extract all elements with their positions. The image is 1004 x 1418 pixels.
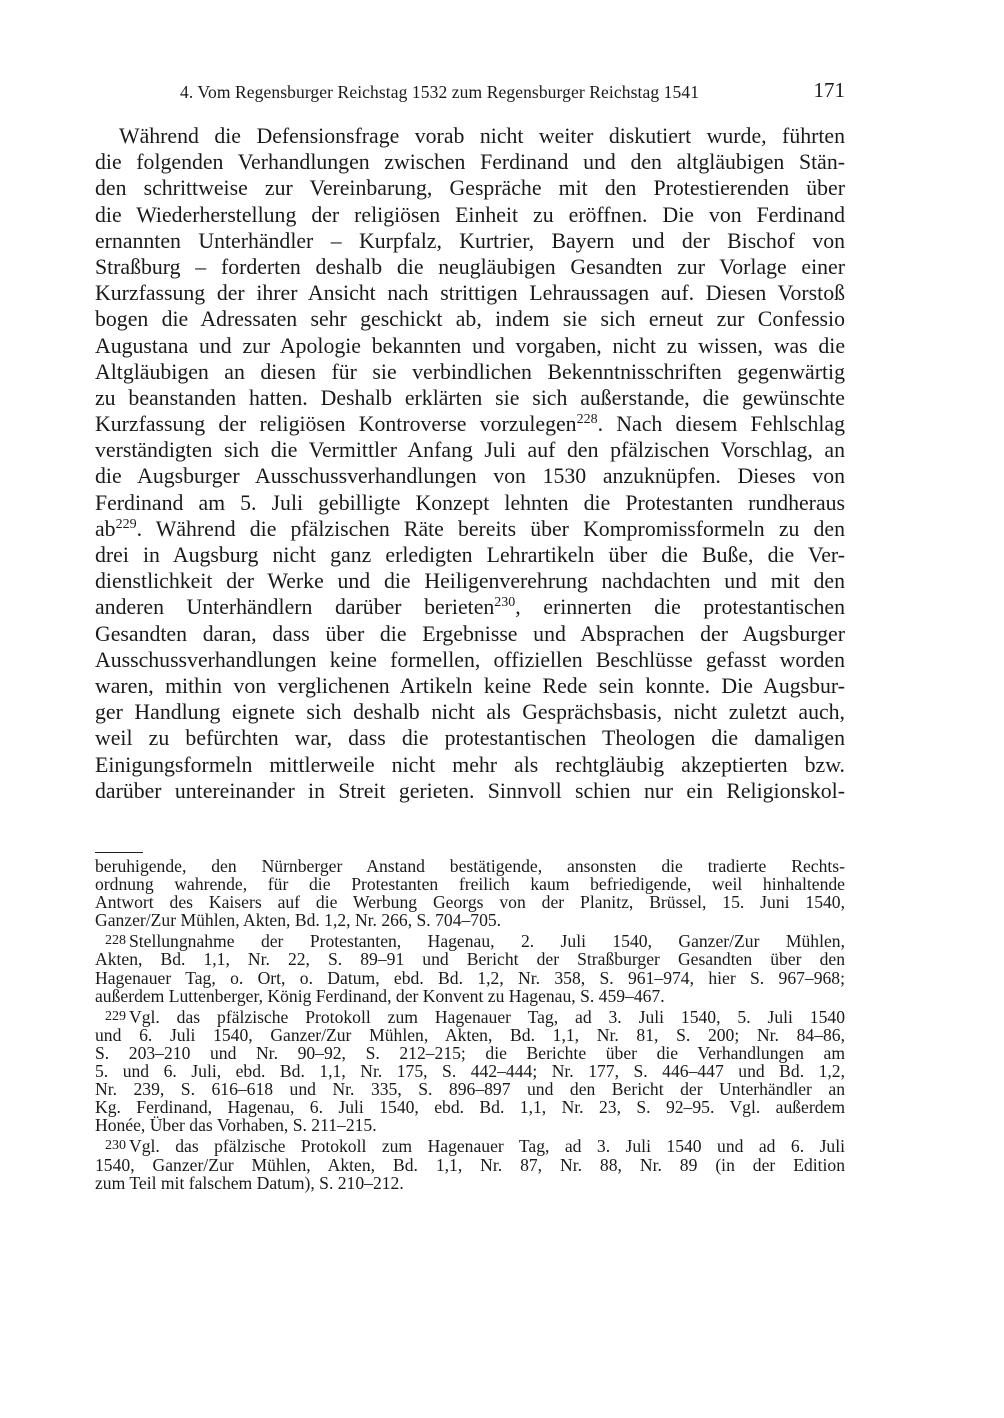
footnote-line: Antwort des Kaisers auf die Werbung Georgs von der Planitz, Brüssel, 15. Juni 1540, [95, 892, 845, 913]
body-line: Ferdinand am 5. Juli gebilligte Konzept lehnten die Protestanten rundheraus [95, 490, 845, 515]
body-line: Während die Defensionsfrage vorab nicht weiter diskutiert wurde, führten [119, 124, 845, 148]
body-line: Kurzfassung der ihrer Ansicht nach strittigen Lehraussagen auf. Diesen Vorstoß [95, 281, 845, 306]
body-line: zu beanstanden hatten. Deshalb erklärten sie sich außerstande, die gewünschte [95, 385, 845, 410]
footnote-line: außerdem Luttenberger, König Ferdinand, der Konvent zu Hagenau, S. 459–467. [95, 985, 665, 1006]
footnote-ref-228[interactable]: 228 [576, 412, 598, 428]
footnote-line: Honée, Über das Vorhaben, S. 211–215. [95, 1115, 377, 1136]
footnote-229: 229 Vgl. das pfälzische Protokoll zum Hagenauer Tag, ad 3. Juli 1540, 5. Juli 1540 [105, 1006, 845, 1027]
footnote-line: Hagenauer Tag, o. Ort, o. Datum, ebd. Bd. 1,2, Nr. 358, S. 961–974, hier S. 967–968; [95, 967, 845, 988]
body-line: den schrittweise zur Vereinbarung, Gespräche mit den Protestierenden über [95, 176, 845, 201]
body-line: Ausschussverhandlungen keine formellen, offiziellen Beschlüsse gefasst worden [95, 647, 845, 672]
footnote-line: 5. und 6. Juli, ebd. Bd. 1,1, Nr. 175, S. 442–444; Nr. 177, S. 446–447 und Bd. 1,2, [95, 1061, 845, 1082]
footnote-line: ordnung wahrende, für die Protestanten freilich kaum befriedigende, weil hinhaltende [95, 874, 845, 895]
footnote-line: Kg. Ferdinand, Hagenau, 6. Juli 1540, ebd. Bd. 1,1, Nr. 23, S. 92–95. Vgl. außerdem [95, 1097, 845, 1118]
page-number: 171 [813, 78, 845, 102]
footnote-ref-229[interactable]: 229 [115, 516, 137, 532]
body-line: drei in Augsburg nicht ganz erledigten Lehrartikeln über die Buße, die Ver- [95, 543, 845, 567]
footnote-228: 228 Stellungnahme der Protestanten, Hagenau, 2. Juli 1540, Ganzer/Zur Mühlen, [105, 931, 845, 952]
body-line: bogen die Adressaten sehr geschickt ab, indem sie sich erneut zur Confessio [95, 307, 845, 332]
body-line: die Wiederherstellung der religiösen Einheit zu eröffnen. Die von Ferdinand [95, 202, 845, 227]
body-line: ger Handlung eignete sich deshalb nicht als Gesprächsbasis, nicht zuletzt auch, [95, 700, 845, 725]
footnote-line: S. 203–210 und Nr. 90–92, S. 212–215; die Berichte über die Verhandlungen am [95, 1042, 845, 1063]
body-line: anderen Unterhändlern darüber berieten$^{230}$, erinnerten die protestantischen [95, 595, 845, 620]
body-line: Kurzfassung der religiösen Kontroverse vorzulegen$^{228}$. Nach diesem Fehlschlag [95, 412, 845, 437]
body-line: Gesandten daran, dass über die Ergebnisse und Absprachen der Augsburger [95, 621, 845, 646]
footnote-number: 230 [105, 1138, 126, 1154]
body-line: Straßburg – forderten deshalb die neugläubigen Gesandten zur Vorlage einer [95, 254, 845, 279]
body-line: Altgläubigen an diesen für sie verbindlichen Bekenntnisschriften gegenwärtig [95, 359, 845, 384]
running-head: 4. Vom Regensburger Reichstag 1532 zum Regensburger Reichstag 1541 [180, 82, 700, 102]
footnote-number: 229 [105, 1008, 126, 1024]
body-line: dienstlichkeit der Werke und die Heiligenverehrung nachdachten und mit den [95, 569, 845, 594]
footnote-line: beruhigende, den Nürnberger Anstand bestätigende, ansonsten die tradierte Rechts- [95, 856, 845, 876]
body-line: die Augsburger Ausschussverhandlungen von 1530 anzuknüpfen. Dieses von [95, 464, 845, 489]
footnote-separator [95, 852, 143, 853]
body-line: die folgenden Verhandlungen zwischen Ferdinand und den altgläubigen Stän- [95, 150, 845, 175]
body-line: $ab^{229}$. Während die pfälzischen Räte bereits über Kompromissformeln zu den [95, 516, 845, 541]
body-line: verständigten sich die Vermittler Anfang Juli auf den pfälzischen Vorschlag, an [95, 438, 845, 463]
main-text [95, 123, 845, 804]
footnote-line: und 6. Juli 1540, Ganzer/Zur Mühlen, Akten, Bd. 1,1, Nr. 81, S. 200; Nr. 84–86, [95, 1024, 845, 1045]
body-line: waren, mithin von verglichenen Artikeln keine Rede sein konnte. Die Augsbur- [95, 673, 845, 698]
footnote-line: Akten, Bd. 1,1, Nr. 22, S. 89–91 und Bericht der Straßburger Gesandten über den [95, 949, 845, 970]
footnote-230: 230 Vgl. das pfälzische Protokoll zum Hagenauer Tag, ad 3. Juli 1540 und ad 6. Juli [105, 1136, 845, 1157]
footnotes [95, 857, 845, 1192]
footnote-line: zum Teil mit falschem Datum), S. 210–212. [95, 1172, 404, 1193]
body-line: Augustana und zur Apologie bekannten und vorgaben, nicht zu wissen, was die [95, 333, 845, 358]
body-line: Einigungsformeln mittlerweile nicht mehr als rechtgläubig akzeptierten bzw. [95, 752, 845, 777]
body-line: ernannten Unterhändler – Kurpfalz, Kurtrier, Bayern und der Bischof von [95, 228, 845, 253]
footnote-line: Ganzer/Zur Mühlen, Akten, Bd. 1,2, Nr. 266, S. 704–705. [95, 910, 502, 931]
body-line: weil zu befürchten war, dass die protestantischen Theologen die damaligen [95, 726, 845, 751]
footnote-number: 228 [105, 933, 126, 949]
footnote-line: Nr. 239, S. 616–618 und Nr. 335, S. 896–897 und den Bericht der Unterhändler an [95, 1079, 845, 1100]
footnote-ref-230[interactable]: 230 [494, 595, 516, 611]
page-header [95, 78, 845, 106]
body-line: darüber untereinander in Streit gerieten. Sinnvoll schien nur ein Religionskol- [95, 778, 845, 803]
footnote-line: 1540, Ganzer/Zur Mühlen, Akten, Bd. 1,1, Nr. 87, Nr. 88, Nr. 89 (in der Edition [95, 1154, 845, 1175]
